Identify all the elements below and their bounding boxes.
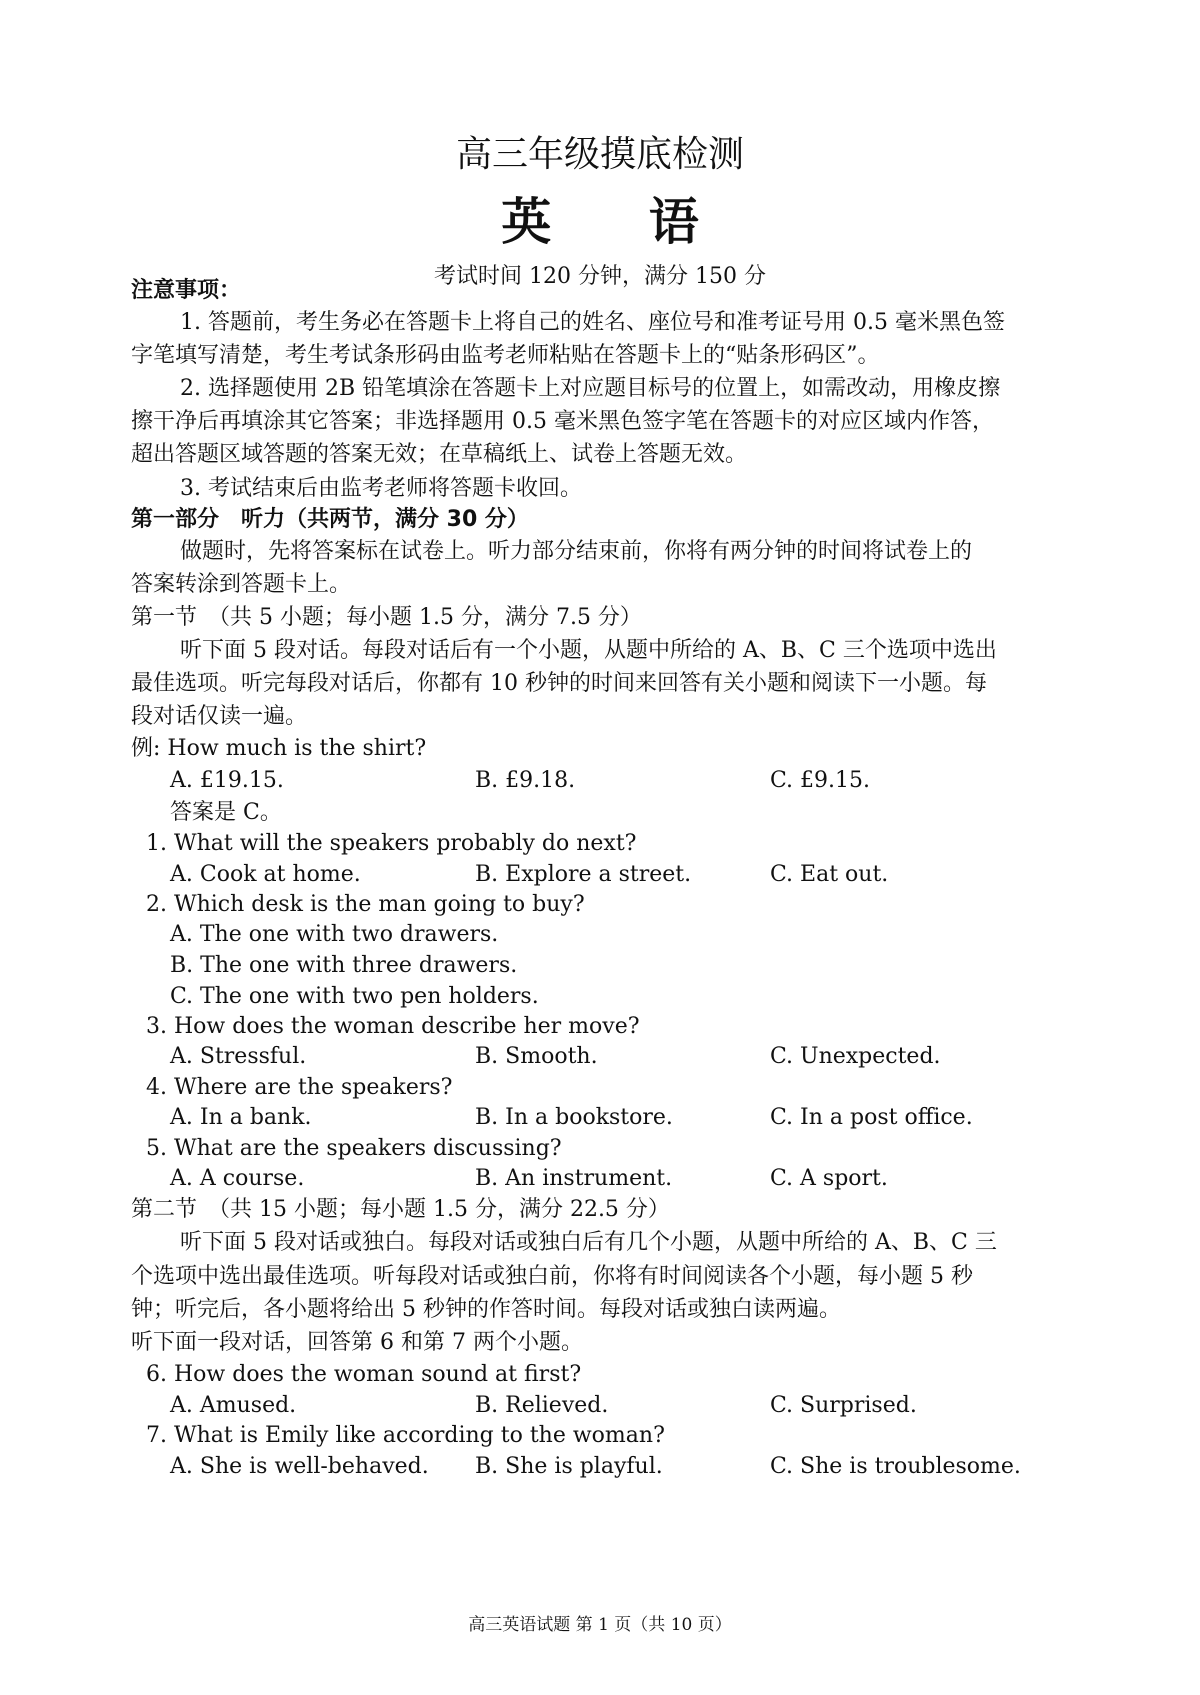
q5-option-a: A. A course. — [170, 1166, 305, 1191]
exam-info: 考试时间 120 分钟，满分 150 分 — [434, 264, 766, 289]
section2-instruction: 听下面 5 段对话或独白。每段对话或独白后有几个小题，从题中所给的 A、B、C 三 — [180, 1230, 997, 1255]
group-intro: 听下面一段对话，回答第 6 和第 7 两个小题。 — [131, 1330, 583, 1355]
q1-option-b: B. Explore a street. — [475, 862, 692, 887]
q4-option-a: A. In a bank. — [170, 1105, 312, 1130]
notice-line: 1. 答题前，考生务必在答题卡上将自己的姓名、座位号和准考证号用 0.5 毫米黑色签 — [180, 310, 1005, 335]
notice-heading: 注意事项： — [131, 278, 242, 303]
q1-option-a: A. Cook at home. — [170, 862, 361, 887]
section1-instruction: 段对话仅读一遍。 — [131, 704, 308, 729]
q3-option-a: A. Stressful. — [170, 1044, 307, 1069]
q3-option-b: B. Smooth. — [475, 1044, 598, 1069]
q7-option-c: C. She is troublesome. — [770, 1454, 1021, 1479]
question-7: 7. What is Emily like according to the woman? — [146, 1423, 665, 1448]
example-option-a: A. £19.15. — [170, 768, 284, 793]
page-footer: 高三英语试题 第 1 页（共 10 页） — [468, 1615, 732, 1635]
example-option-b: B. £9.18. — [475, 768, 576, 793]
q7-option-b: B. She is playful. — [475, 1454, 663, 1479]
section2-instruction: 个选项中选出最佳选项。听每段对话或独白前，你将有时间阅读各个小题，每小题 5 秒 — [131, 1264, 973, 1289]
notice-line: 2. 选择题使用 2B 铅笔填涂在答题卡上对应题目标号的位置上，如需改动，用橡皮擦 — [180, 376, 1001, 401]
example-answer: 答案是 C。 — [170, 800, 282, 825]
q2-option-c: C. The one with two pen holders. — [170, 984, 539, 1009]
exam-title: 高三年级摸底检测 — [455, 134, 744, 175]
part1-intro-line: 做题时，先将答案标在试卷上。听力部分结束前，你将有两分钟的时间将试卷上的 — [180, 539, 973, 564]
q2-option-b: B. The one with three drawers. — [170, 953, 518, 978]
section1-instruction: 听下面 5 段对话。每段对话后有一个小题，从题中所给的 A、B、C 三个选项中选出 — [180, 638, 997, 663]
q5-option-b: B. An instrument. — [475, 1166, 673, 1191]
example-option-c: C. £9.15. — [770, 768, 871, 793]
q6-option-c: C. Surprised. — [770, 1393, 917, 1418]
q5-option-c: C. A sport. — [770, 1166, 888, 1191]
question-2: 2. Which desk is the man going to buy? — [146, 892, 585, 917]
question-1: 1. What will the speakers probably do next? — [146, 831, 637, 856]
subject-title: 英 语 — [501, 192, 739, 251]
part1-intro-line: 答案转涂到答题卡上。 — [131, 572, 352, 597]
q2-option-a: A. The one with two drawers. — [170, 922, 499, 947]
example-question: 例: How much is the shirt? — [131, 736, 427, 761]
section1-heading: 第一节 （共 5 小题；每小题 1.5 分，满分 7.5 分） — [131, 605, 642, 630]
q1-option-c: C. Eat out. — [770, 862, 889, 887]
part1-heading: 第一部分 听力（共两节，满分 30 分） — [131, 507, 529, 532]
section1-instruction: 最佳选项。听完每段对话后，你都有 10 秒钟的时间来回答有关小题和阅读下一小题。每 — [131, 671, 987, 696]
notice-line: 超出答题区域答题的答案无效；在草稿纸上、试卷上答题无效。 — [131, 442, 748, 467]
notice-line: 3. 考试结束后由监考老师将答题卡收回。 — [180, 476, 582, 501]
notice-line: 擦干净后再填涂其它答案；非选择题用 0.5 毫米黑色签字笔在答题卡的对应区域内作答， — [131, 409, 994, 434]
q4-option-c: C. In a post office. — [770, 1105, 973, 1130]
notice-line: 字笔填写清楚，考生考试条形码由监考老师粘贴在答题卡上的“贴条形码区”。 — [131, 343, 880, 368]
section2-instruction: 钟；听完后，各小题将给出 5 秒钟的作答时间。每段对话或独白读两遍。 — [131, 1297, 841, 1322]
question-6: 6. How does the woman sound at first? — [146, 1362, 582, 1387]
q3-option-c: C. Unexpected. — [770, 1044, 941, 1069]
q7-option-a: A. She is well-behaved. — [170, 1454, 429, 1479]
question-5: 5. What are the speakers discussing? — [146, 1136, 562, 1161]
question-4: 4. Where are the speakers? — [146, 1075, 453, 1100]
section2-heading: 第二节 （共 15 小题；每小题 1.5 分，满分 22.5 分） — [131, 1197, 670, 1222]
q6-option-a: A. Amused. — [170, 1393, 297, 1418]
question-3: 3. How does the woman describe her move? — [146, 1014, 640, 1039]
q6-option-b: B. Relieved. — [475, 1393, 609, 1418]
q4-option-b: B. In a bookstore. — [475, 1105, 673, 1130]
